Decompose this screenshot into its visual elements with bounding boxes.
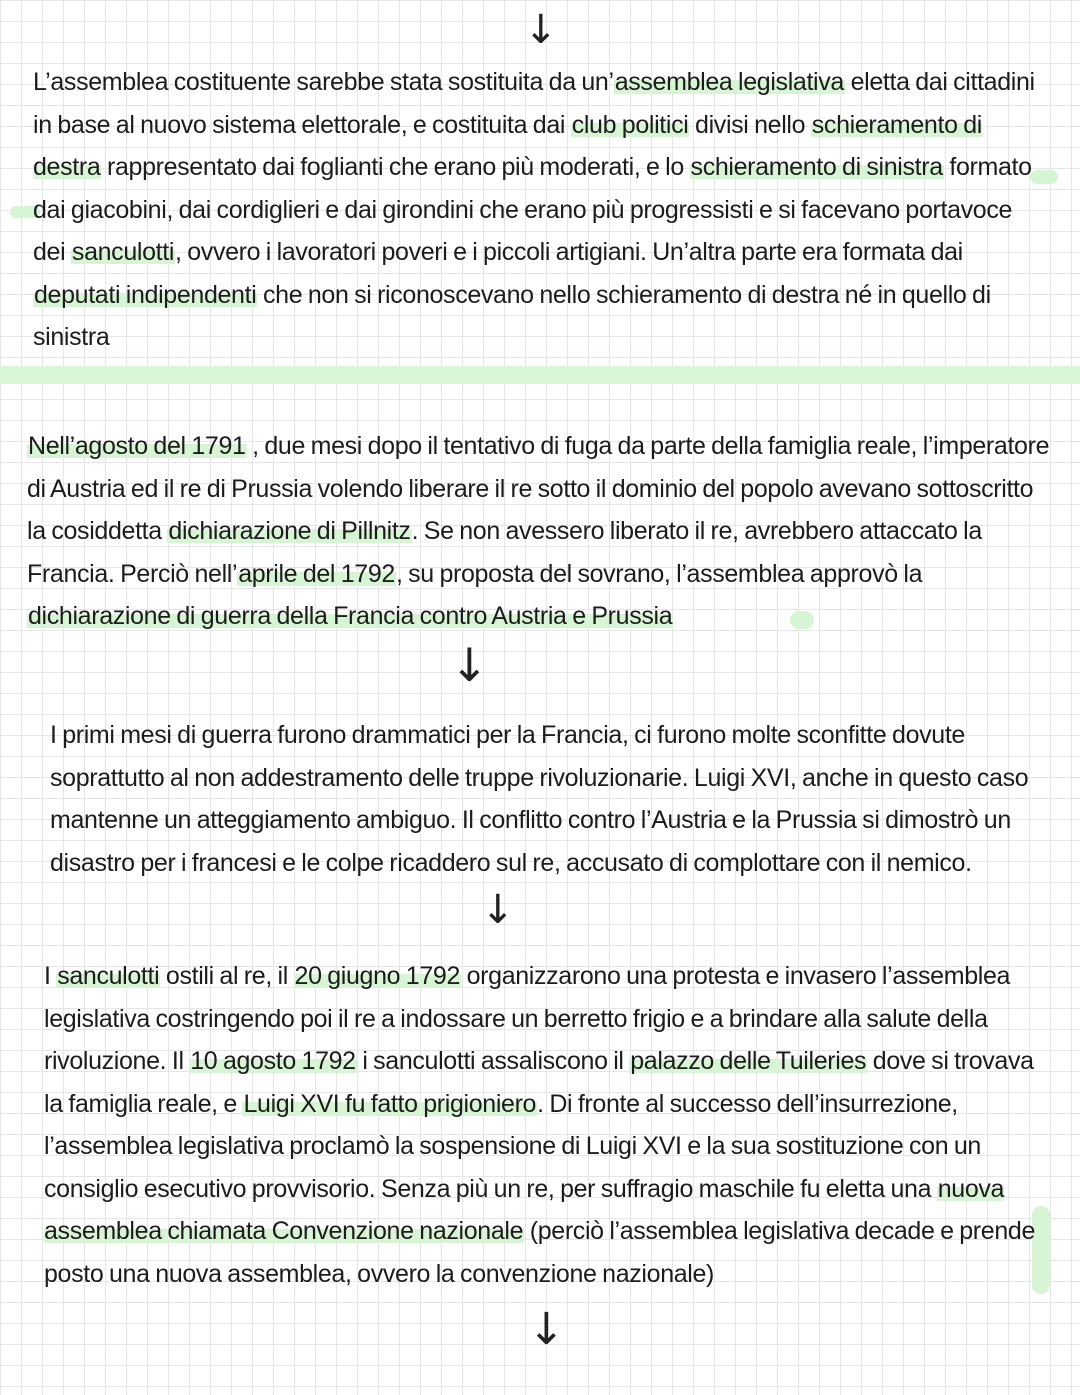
highlighted-text: Nell’agosto del 1791 xyxy=(28,432,246,460)
highlighted-text: nuova assemblea chiamata Convenzione nazionale xyxy=(44,1174,1005,1245)
highlighted-text: schieramento di destra xyxy=(33,110,982,181)
highlighted-text: dichiarazione di guerra della Francia contro Austria e Prussia xyxy=(28,602,673,630)
text-segment: . Di fronte al successo dell’insurrezione, l’assemblea legislativa proclamò la sospensione di Luigi XVI e la sua sostituzione con un consiglio esecutivo provvisorio. Senza più un re, per suffragio maschile fu eletta una xyxy=(44,1089,981,1203)
text-segment: L’assemblea costituente sarebbe stata sostituita da un’ xyxy=(33,68,614,96)
text-segment: ostili al re, il xyxy=(160,962,294,990)
highlighted-text: palazzo delle Tuileries xyxy=(630,1047,867,1075)
text-segment: I xyxy=(44,962,57,990)
text-segment: dove si trovava la famiglia reale, e xyxy=(44,1047,1034,1118)
text-segment: organizzarono una protesta e invasero l’assemblea legislativa costringendo poi il re a indossare un berretto frigio e a brindare alla salute della rivoluzione. Il xyxy=(44,962,1011,1075)
text-segment: che non si riconoscevano nello schieramento di destra né in quello di sinistra xyxy=(33,280,991,351)
highlighted-text: 20 giugno 1792 xyxy=(294,962,461,990)
paragraph-assemblea-legislativa xyxy=(33,61,1043,359)
text-segment: , due mesi dopo il tentativo di fuga da parte della famiglia reale, l’imperatore di Austria ed il re di Prussia volendo liberare il re sotto il dominio del popolo avevano sottoscritto la cosiddetta xyxy=(27,432,1050,545)
text-segment: . Se non avessero liberato il re, avrebbero attaccato la Francia. Perciò nell’ xyxy=(27,517,982,588)
paragraph-sanculotti-insurrezione xyxy=(44,955,1044,1295)
highlighter-divider-band xyxy=(0,366,1080,384)
highlighted-text: assemblea legislativa xyxy=(614,68,844,96)
highlighted-text: aprile del 1792 xyxy=(238,559,395,588)
highlighted-text: schieramento di sinistra xyxy=(690,153,943,181)
text-segment: I primi mesi di guerra furono drammatici per la Francia, ci furono molte sconfitte dovute soprattutto al non addestramento delle truppe rivoluzionarie. Luigi XVI, anche in questo caso mantenne un atteggiamento ambiguo. Il conflitto contro l’Austria e la Prussia si dimostrò un disastro per i francesi e le colpe ricaddero sul re, accusato di complottare con il nemico. xyxy=(50,721,1029,877)
text-segment: (perciò l’assemblea legislativa decade e prende posto una nuova assemblea, ovvero la convenzione nazionale) xyxy=(44,1217,1035,1288)
highlighted-text: sanculotti xyxy=(71,238,175,266)
down-arrow-icon: ↓ xyxy=(524,7,558,53)
paragraph-dichiarazione-pillnitz xyxy=(27,425,1057,638)
highlighted-text: deputati indipendenti xyxy=(34,280,257,309)
highlighted-text: Luigi XVI fu fatto prigioniero xyxy=(243,1089,537,1118)
text-segment: i sanculotti assaliscono il xyxy=(356,1047,630,1075)
text-segment: , su proposta del sovrano, l’assemblea approvò la xyxy=(395,559,923,588)
text-segment: divisi nello xyxy=(689,110,811,139)
text-segment: formato dai giacobini, dai cordiglieri e dai girondini che erano più progressisti e si facevano portavoce dei xyxy=(33,153,1032,266)
paragraph-primi-mesi-guerra xyxy=(50,714,1060,884)
down-arrow-icon: ↓ xyxy=(528,1304,565,1355)
highlighted-text: dichiarazione di Pillnitz xyxy=(168,517,411,545)
down-arrow-icon: ↓ xyxy=(481,887,515,933)
highlighted-text: sanculotti xyxy=(57,962,160,990)
text-segment: , ovvero i lavoratori poveri e i piccoli artigiani. Un’altra parte era formata dai xyxy=(175,238,963,266)
highlighted-text: club politici xyxy=(571,110,689,139)
text-segment: rappresentato dai foglianti che erano più moderati, e lo xyxy=(101,153,690,181)
highlighted-text: 10 agosto 1792 xyxy=(190,1047,356,1075)
text-segment: eletta dai cittadini in base al nuovo sistema elettorale, e costituita dai xyxy=(33,68,1035,139)
down-arrow-icon: ↓ xyxy=(450,638,489,692)
